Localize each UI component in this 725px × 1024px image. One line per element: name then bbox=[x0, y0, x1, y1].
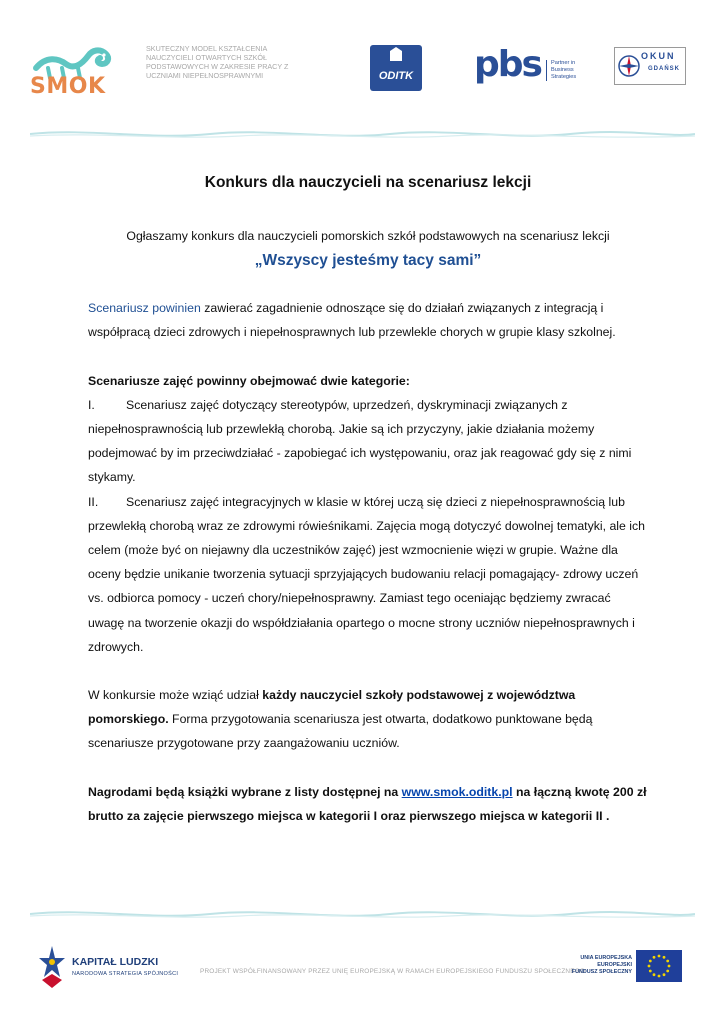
page-title: Konkurs dla nauczycieli na scenariusz lekcji bbox=[204, 174, 532, 191]
header-wave-divider bbox=[30, 126, 695, 142]
scenario-requirements-text: zawierać zagadnienie odnoszące się do działań związanych z integracją i współpracą dzieci zdrowych i niepełnosprawnych lub przewlekle chorych w grupie klasy szkolnej. bbox=[88, 301, 616, 340]
category-item-1 bbox=[88, 393, 648, 490]
contest-motto: „Wszyscy jesteśmy tacy sami” bbox=[254, 252, 482, 270]
pbs-tagline-line: Business bbox=[551, 67, 574, 73]
eligibility-lead: W konkursie może wziąć udział bbox=[88, 688, 263, 703]
compass-rose-icon bbox=[617, 54, 641, 78]
category-item-2 bbox=[88, 490, 648, 659]
categories-heading: Scenariusze zajęć powinny obejmować dwie kategorie: bbox=[88, 373, 410, 388]
pbs-tagline-line: Partner in bbox=[551, 60, 576, 66]
category-number: II. bbox=[88, 494, 99, 509]
footer-wave-divider bbox=[30, 906, 695, 922]
category-number: I. bbox=[88, 397, 95, 412]
smok-tagline: SKUTECZNY MODEL KSZTAŁCENIA NAUCZYCIELI OTWARTYCH SZKÓŁ PODSTAWOWYCH W ZAKRESIE PRACY Z UCZNIAMI NIEPEŁNOSPRAWNYMI bbox=[146, 44, 289, 80]
eu-label bbox=[566, 955, 632, 976]
eu-label-line: UNIA EUROPEJSKA bbox=[580, 955, 632, 961]
eligibility-bold: każdy nauczyciel szkoły podstawowej z województwa pomorskiego. bbox=[88, 688, 576, 727]
prize-rest: na łączną kwotę 200 zł brutto za zajęcie pierwszego miejsca w kategorii I oraz pierwszego miejsca w kategorii II . bbox=[88, 784, 647, 823]
page-header bbox=[0, 0, 725, 150]
okun-logo-sub: GDAŃSK bbox=[648, 66, 681, 72]
scenario-requirements-paragraph bbox=[88, 296, 648, 344]
kapital-ludzki-star-icon bbox=[38, 944, 66, 990]
smok-logo-text: SMOK bbox=[30, 74, 106, 99]
pbs-logo-text: pbs bbox=[474, 44, 541, 85]
eligibility-rest: Forma przygotowania scenariusza jest otwarta, dodatkowo punktowane będą scenariusze przygotowane przy zaangażowaniu uczniów. bbox=[88, 712, 593, 751]
prize-lead: Nagrodami będą książki wybrane z listy dostępnej na bbox=[88, 784, 402, 799]
oditk-logo-text: ODITK bbox=[378, 70, 414, 82]
project-funding-note: PROJEKT WSPÓŁFINANSOWANY PRZEZ UNIĘ EUROPEJSKĄ W RAMACH EUROPEJSKIEGO FUNDUSZU SPOŁECZNEGO bbox=[200, 968, 586, 975]
category-text: Scenariusz zajęć integracyjnych w klasie w której uczą się dzieci z niepełnosprawnością lub przewlekłą chorobą wraz ze zdrowymi rówieśnikami. Zajęcia mogą dotyczyć dowolnej tematyki, ale ich celem (może być on niejawny dla uczestników zajęć) jest wzmocnienie więzi w grupie. Ważne dla oceny będzie unikanie tworzenia sytuacji sprzyjających budowaniu relacji pomagający- zdrowy uczeń vs. odbiorca pomocy - uczeń chory/niepełnosprawny. Zamiast tego oceniając będziemy zwracać uwagę na tworzenie okazji do współdziałania opartego o mocne strony uczniów niepełnosprawnych i zdrowych. bbox=[88, 494, 645, 654]
scenario-lead-text: Scenariusz powinien bbox=[88, 301, 201, 316]
kapital-ludzki-title: KAPITAŁ LUDZKI bbox=[72, 956, 159, 968]
okun-logo-text: OKUN bbox=[641, 51, 676, 61]
smok-website-link[interactable]: www.smok.oditk.pl bbox=[401, 784, 513, 799]
eligibility-paragraph bbox=[88, 683, 648, 756]
pbs-tagline bbox=[546, 60, 576, 81]
category-text: Scenariusz zajęć dotyczący stereotypów, uprzedzeń, dyskryminacji związanych z niepełnosprawnością lub przewlekłą chorobą. Jakie są ich przyczyny, jakie działania możemy podejmować by im przeciwdziałać - zapobiegać ich występowaniu, oraz jak reagować gdy się z nimi stykamy. bbox=[88, 397, 632, 485]
oditk-logo-icon bbox=[370, 45, 422, 91]
eu-label-line: FUNDUSZ SPOŁECZNY bbox=[571, 969, 632, 975]
kapital-ludzki-subtitle: NARODOWA STRATEGIA SPÓJNOŚCI bbox=[72, 971, 179, 977]
eu-label-line: EUROPEJSKI bbox=[597, 962, 632, 968]
pbs-tagline-line: Strategies bbox=[551, 74, 577, 80]
prize-paragraph bbox=[88, 780, 648, 828]
document-body bbox=[88, 172, 648, 828]
intro-text: Ogłaszamy konkurs dla nauczycieli pomorskich szkół podstawowych na scenariusz lekcji bbox=[126, 229, 610, 243]
eu-flag-icon bbox=[636, 950, 682, 982]
